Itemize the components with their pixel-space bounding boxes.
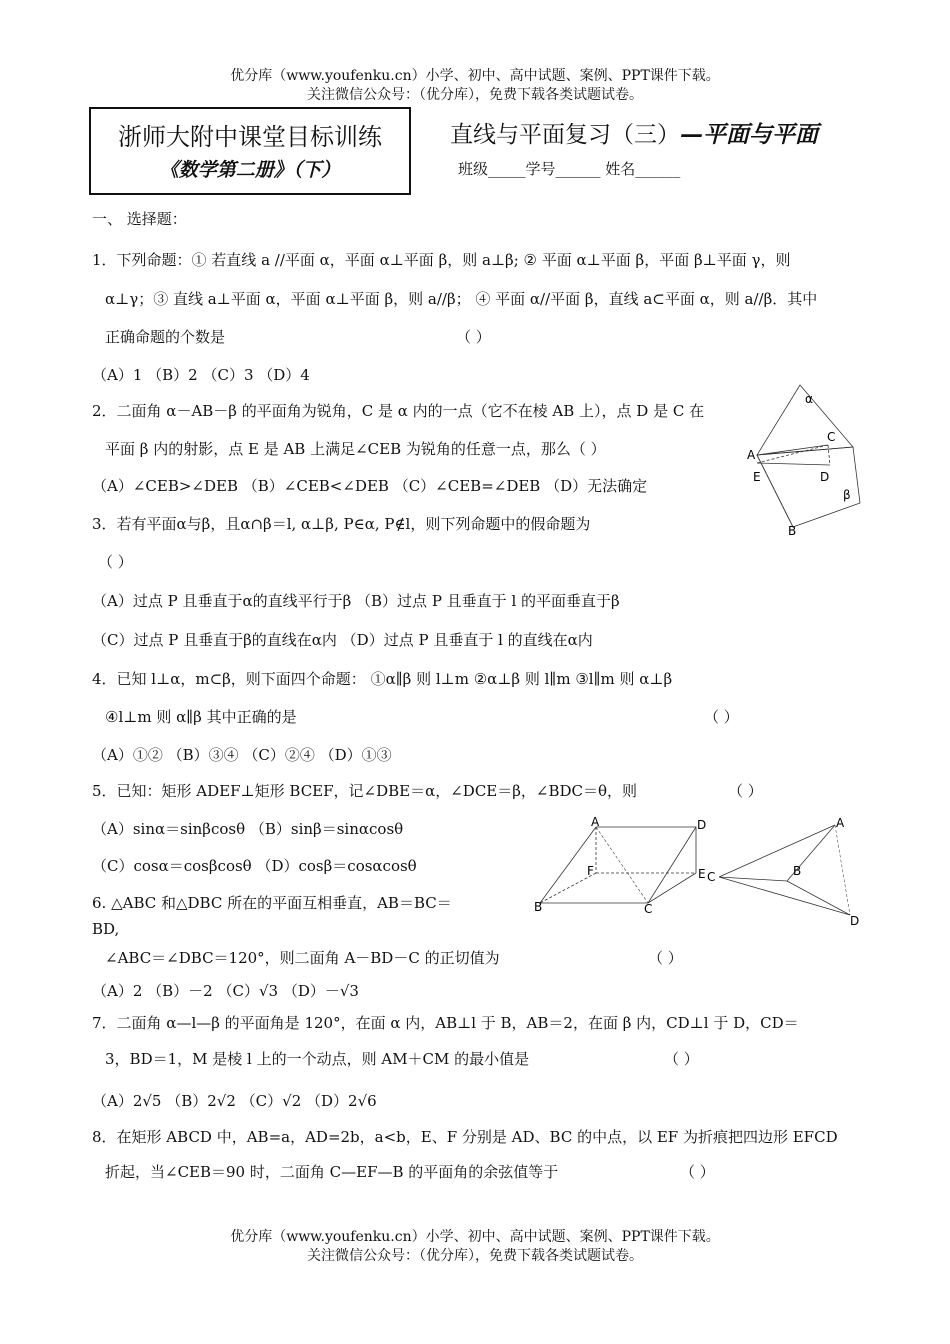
fig2-label-B: B xyxy=(534,900,543,914)
footer-line-1: 优分库（www.youfenku.cn）小学、初中、高中试题、案例、PPT课件下载。 xyxy=(230,1229,720,1245)
q2-options: （A）∠CEB>∠DEB （B）∠CEB<∠DEB （C）∠CEB=∠DEB （D）无法确定 xyxy=(92,477,648,495)
footer-line-2: 关注微信公众号：（优分库），免费下载各类试题试卷。 xyxy=(307,1248,643,1264)
q1-line-1: 1．下列命题：① 若直线 a //平面 α，平面 α⊥平面 β，则 a⊥β; ② 平面 α⊥平面 β，平面 β⊥平面 γ，则 xyxy=(92,251,791,269)
fig3-label-C: C xyxy=(707,870,716,884)
fig1-label-C: C xyxy=(827,430,836,444)
figure-triangles-abc-dbc xyxy=(705,815,860,930)
fig3-label-A: A xyxy=(836,816,845,830)
q2-line-2: 平面 β 内的射影，点 E 是 AB 上满足∠CEB 为锐角的任意一点，那么（ ） xyxy=(105,440,606,458)
header-line-1: 优分库（www.youfenku.cn）小学、初中、高中试题、案例、PPT课件下载。 xyxy=(230,68,720,84)
q6-line-2: BD, xyxy=(92,920,120,938)
q7-line-2: 3，BD＝1，M 是棱 l 上的一个动点，则 AM＋CM 的最小值是 xyxy=(105,1050,530,1068)
q8-line-2: 折起，当∠CEB＝90 时，二面角 C—EF—B 的平面角的余弦值等于 xyxy=(105,1163,559,1181)
q3-options-ab: （A）过点 P 且垂直于α的直线平行于β （B）过点 P 且垂直于 l 的平面垂直于β xyxy=(92,592,620,610)
fig1-label-beta: β xyxy=(843,488,851,502)
q2-line-1: 2．二面角 α－AB－β 的平面角为锐角，C 是 α 内的一点（它不在棱 AB 上），点 D 是 C 在 xyxy=(92,402,705,420)
header-line-2: 关注微信公众号：（优分库），免费下载各类试题试卷。 xyxy=(307,87,643,103)
q4-answer-paren: （ ） xyxy=(704,708,739,726)
q4-line-1: 4．已知 l⊥α，m⊂β，则下面四个命题： ①α∥β 则 l⊥m ②α⊥β 则 l∥m ③l∥m 则 α⊥β xyxy=(92,670,673,688)
page-title xyxy=(450,116,818,149)
figure-dihedral-alpha-beta xyxy=(745,385,865,540)
fig1-label-E: E xyxy=(753,470,761,484)
q1-options: （A）1 （B）2 （C）3 （D）4 xyxy=(92,366,310,384)
q5-options-ab: （A）sinα＝sinβcosθ （B）sinβ＝sinαcosθ xyxy=(92,820,404,838)
q3-answer-paren: （ ） xyxy=(98,553,133,571)
fig3-label-D: D xyxy=(850,914,860,928)
q7-line-1: 7．二面角 α—l—β 的平面角是 120°，在面 α 内，AB⊥l 于 B，AB＝2，在面 β 内，CD⊥l 于 D，CD＝ xyxy=(92,1014,799,1032)
q1-line-2: α⊥γ；③ 直线 a⊥平面 α，平面 α⊥平面 β，则 a//β； ④ 平面 α//平面 β，直线 a⊂平面 α，则 a//β．其中 xyxy=(105,290,818,308)
fig1-label-B: B xyxy=(788,524,797,538)
q6-options: （A）2 （B）－2 （C）√3 （D）－√3 xyxy=(92,982,359,1000)
student-info: 班级_____学号______ 姓名______ xyxy=(458,160,681,178)
title-sub: —平面与平面 xyxy=(680,121,818,148)
q4-line-2: ④l⊥m 则 α∥β 其中正确的是 xyxy=(105,708,297,726)
school-box xyxy=(89,107,411,195)
section-heading: 一、 选择题： xyxy=(92,210,187,228)
book-name: 《数学第二册》（下） xyxy=(159,159,341,181)
q4-options: （A）①② （B）③④ （C）②④ （D）①③ xyxy=(92,746,392,764)
fig1-label-alpha: α xyxy=(805,392,813,406)
fig2-label-A: A xyxy=(591,815,600,829)
fig2-label-D: D xyxy=(697,818,707,832)
q5-options-cd: （C）cosα＝cosβcosθ （D）cosβ＝cosαcosθ xyxy=(92,857,417,875)
fig2-label-E: E xyxy=(698,867,706,881)
q1-line-3: 正确命题的个数是 xyxy=(105,328,226,346)
fig1-label-A: A xyxy=(747,448,756,462)
q8-answer-paren: （ ） xyxy=(680,1163,715,1181)
school-name: 浙师大附中课堂目标训练 xyxy=(118,123,382,151)
title-main: 直线与平面复习（三） xyxy=(450,122,680,148)
q5-answer-paren: （ ） xyxy=(728,782,763,800)
q5-line-1: 5．已知：矩形 ADEF⊥矩形 BCEF，记∠DBE＝α，∠DCE＝β，∠BDC＝θ，则 xyxy=(92,782,638,800)
q8-line-1: 8．在矩形 ABCD 中，AB=a，AD=2b，a<b，E、F 分别是 AD、BC 的中点，以 EF 为折痕把四边形 EFCD xyxy=(92,1128,838,1146)
q3-line-1: 3．若有平面α与β，且α∩β＝l, α⊥β, P∈α, P∉l，则下列命题中的假命题为 xyxy=(92,515,591,533)
q7-answer-paren: （ ） xyxy=(664,1050,699,1068)
figure-rectangles-adef-bcef xyxy=(530,815,720,920)
q6-line-1: 6. △ABC 和△DBC 所在的平面互相垂直，AB＝BC＝ xyxy=(92,894,452,912)
q6-line-3: ∠ABC＝∠DBC＝120°，则二面角 A－BD－C 的正切值为 xyxy=(105,949,500,967)
q6-answer-paren: （ ） xyxy=(648,949,683,967)
fig2-label-C: C xyxy=(644,902,653,916)
q1-answer-paren: （ ） xyxy=(456,328,491,346)
fig3-label-B: B xyxy=(793,864,802,878)
fig1-label-D: D xyxy=(820,470,830,484)
q3-options-cd: （C）过点 P 且垂直于β的直线在α内 （D）过点 P 且垂直于 l 的直线在α内 xyxy=(92,631,593,649)
q7-options: （A）2√5 （B）2√2 （C）√2 （D）2√6 xyxy=(92,1092,377,1110)
fig2-label-F: F xyxy=(587,864,594,878)
